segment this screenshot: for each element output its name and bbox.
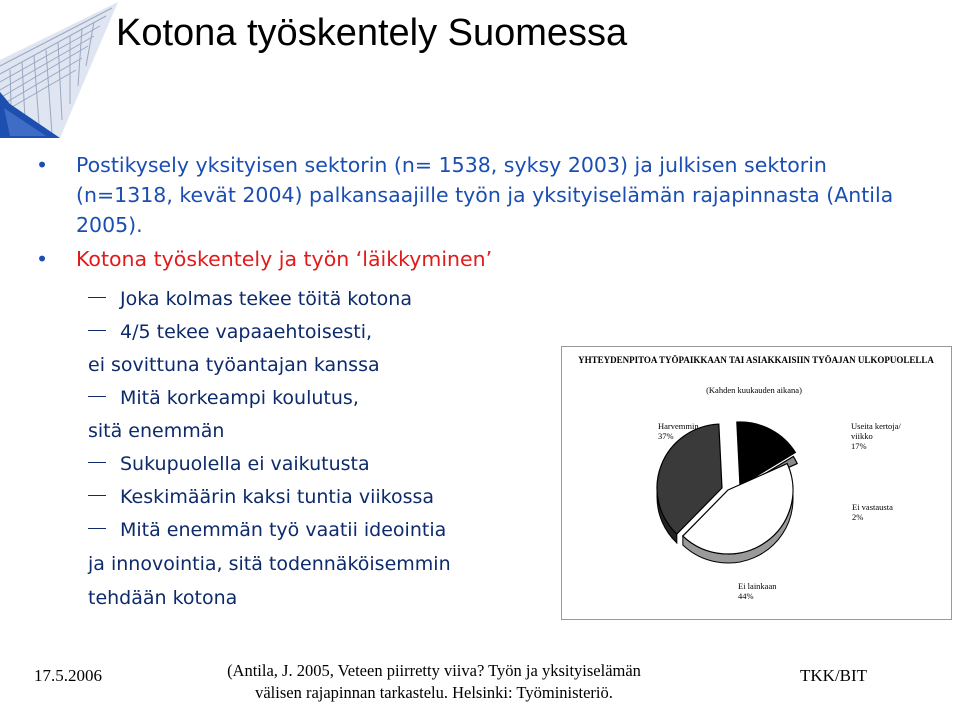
pie-slice-label: Harvemmin bbox=[658, 421, 699, 431]
pie-slice-label: 17% bbox=[851, 441, 867, 451]
dash-icon bbox=[88, 462, 106, 463]
sub-item: Mitä korkeampi koulutus, bbox=[88, 381, 359, 415]
footer-date: 17.5.2006 bbox=[34, 666, 102, 685]
dash-icon bbox=[88, 330, 106, 331]
pie-slice-label: Useita kertoja/ bbox=[851, 421, 901, 431]
pie-slice-label: 2% bbox=[852, 512, 864, 522]
sub-item-continuation: sitä enemmän bbox=[88, 420, 225, 442]
pie-slice-label: 37% bbox=[658, 431, 674, 441]
bullet-list bbox=[30, 150, 910, 274]
pie-slice-label: 44% bbox=[738, 591, 754, 601]
footer-reference bbox=[214, 660, 654, 704]
dash-icon bbox=[88, 396, 106, 397]
chart-title: YHTEYDENPITOA TYÖPAIKKAAN TAI ASIAKKAISIIN TYÖAJAN ULKOPUOLELLA bbox=[578, 355, 934, 365]
footer-org: TKK/BIT bbox=[800, 666, 868, 685]
footer-reference-line: välisen rajapinnan tarkastelu. Helsinki: Työministeriö. bbox=[255, 683, 613, 702]
dash-icon bbox=[88, 495, 106, 496]
bullet-text: Postikysely yksityisen sektorin (n= 1538, syksy 2003) ja julkisen sektorin (n=1318, kevät 2004) palkansaajille työn ja yksityiselämän rajapinnasta (Antila 2005). bbox=[76, 153, 894, 237]
sub-item: 4/5 tekee vapaaehtoisesti, bbox=[88, 315, 372, 349]
dash-icon bbox=[88, 528, 106, 529]
bullet-dot-icon: • bbox=[36, 153, 49, 177]
sub-item: Mitä enemmän työ vaatii ideointia bbox=[88, 513, 446, 547]
sub-item-continuation: ei sovittuna työantajan kanssa bbox=[88, 354, 380, 376]
pie-slice-label: Ei lainkaan bbox=[738, 581, 777, 591]
bullet-text: Kotona työskentely ja työn ‘läikkyminen’ bbox=[76, 247, 493, 271]
pie-chart bbox=[562, 347, 951, 619]
pie-slice-label: Ei vastausta bbox=[852, 502, 893, 512]
bullet-survey bbox=[30, 150, 910, 240]
bullet-dot-icon: • bbox=[36, 247, 49, 271]
footer-reference-line: (Antila, J. 2005, Veteen piirretty viiva? Työn ja yksityiselämän bbox=[227, 661, 641, 680]
sub-item: Sukupuolella ei vaikutusta bbox=[88, 447, 370, 481]
slide-title: Kotona työskentely Suomessa bbox=[116, 12, 628, 54]
tkk-logo bbox=[0, 0, 120, 140]
sub-item-continuation: ja innovointia, sitä todennäköisemmin bbox=[88, 553, 451, 575]
pie-slice-label: viikko bbox=[851, 431, 873, 441]
chart-subtitle: (Kahden kuukauden aikana) bbox=[706, 385, 802, 395]
sub-item: Keskimäärin kaksi tuntia viikossa bbox=[88, 480, 434, 514]
sub-item-continuation: tehdään kotona bbox=[88, 587, 238, 609]
pie-chart-panel bbox=[561, 346, 952, 620]
sub-item: Joka kolmas tekee töitä kotona bbox=[88, 282, 412, 316]
bullet-remote-work bbox=[30, 244, 910, 274]
dash-icon bbox=[88, 297, 106, 298]
